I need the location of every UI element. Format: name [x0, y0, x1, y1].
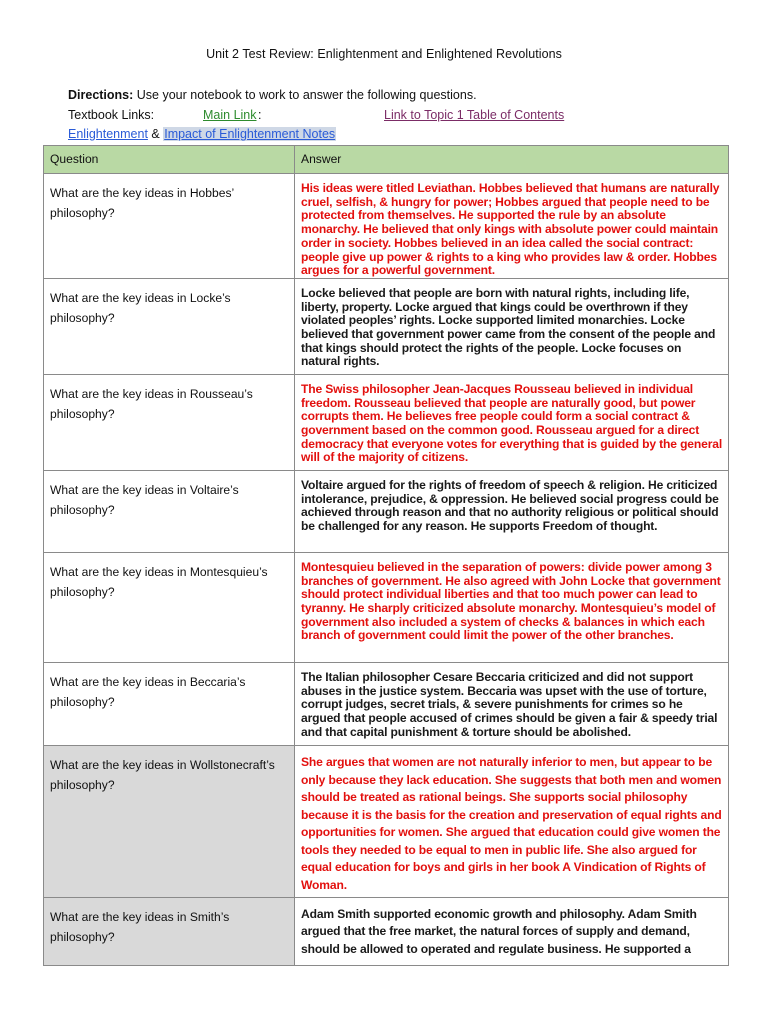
question-column-header: Question — [44, 146, 295, 174]
answer-cell-hobbes: His ideas were titled Leviathan. Hobbes believed that humans are naturally cruel, selfish, & hungry for power; Hobbes argued that people need to be protected from themselves. He supported the rule by an absolute monarchy. He believed that only kings with absolute power could maintain order in society. Hobbes believed in an idea called the social contract: people give up power & rights to a king who provides law & order. Hobbes argues for a powerful government. — [295, 174, 729, 279]
table-row — [44, 374, 729, 470]
topic-1-contents-link[interactable]: Link to Topic 1 Table of Contents — [384, 107, 565, 122]
answer-cell-beccaria: The Italian philosopher Cesare Beccaria criticized and did not support abuses in the justice system. Beccaria was upset with the use of torture, corrupt judges, secret trials, & severe punishments for crimes so he argued that people accused of crimes should be given a fair & speedy trial and that capital punishment & torture should be abolished. — [295, 662, 729, 745]
table-row — [44, 662, 729, 745]
question-cell-beccaria: What are the key ideas in Beccaria’s philosophy? — [44, 662, 295, 745]
answer-cell-locke: Locke believed that people are born with natural rights, including life, liberty, property. Locke argued that kings could be overthrown if they violated peoples’ rights. Locke supported limited monarchies. Locke believed that government power came from the consent of the people and that kings should protect the rights of the people. Locke focuses on natural rights. — [295, 278, 729, 374]
table-row — [44, 745, 729, 897]
question-cell-hobbes: What are the key ideas in Hobbes’ philosophy? — [44, 174, 295, 279]
links-ampersand: & — [147, 127, 164, 141]
main-link[interactable]: Main Link — [203, 107, 257, 122]
answer-cell-rousseau: The Swiss philosopher Jean-Jacques Rousseau believed in individual freedom. Rousseau believed that people are naturally good, but power corrupts them. He believes free people could form a social contract & government based on the common good. Rousseau argued for a direct democracy that everyone votes for everything that is guided by the general will of the majority of citizens. — [295, 374, 729, 470]
header-block — [68, 86, 708, 145]
question-cell-voltaire: What are the key ideas in Voltaire’s philosophy? — [44, 470, 295, 552]
textbook-links-label: Textbook Links: — [68, 107, 155, 122]
table-row — [44, 897, 729, 965]
directions-line — [68, 86, 708, 106]
answer-cell-montesquieu: Montesquieu believed in the separation of powers: divide power among 3 branches of government. He also agreed with John Locke that government should protect individual liberties and that too much power can lead to tyranny. He sharply criticized absolute monarchy. Montesquieu’s model of government also included a system of checks & balances in which each branch of government could limit the power of the other branches. — [295, 552, 729, 662]
table-header-row — [44, 146, 729, 174]
table-row — [44, 278, 729, 374]
impact-notes-link[interactable]: Impact of Enlightenment Notes — [164, 127, 336, 141]
question-cell-locke: What are the key ideas in Locke’s philosophy? — [44, 278, 295, 374]
answer-cell-wollstonecraft: She argues that women are not naturally inferior to men, but appear to be only because they lack education. She suggests that both men and women should be treated as rational beings. She supports social philosophy because it is the basis for the creation and preservation of equal rights and opportunities for women. She argued that education could give women the tools they needed to be equal to men in public life. She also argued for equal education for boys and girls in her book A Vindication of Rights of Woman. — [295, 745, 729, 897]
answer-cell-voltaire: Voltaire argued for the rights of freedom of speech & religion. He criticized intolerance, prejudice, & oppression. He believed social progress could be achieved through reason and that no authority religious or political should be challenged for any reason. He supports Freedom of thought. — [295, 470, 729, 552]
main-link-colon: : — [258, 107, 262, 122]
directions-label: Directions: — [68, 88, 134, 102]
question-cell-montesquieu: What are the key ideas in Montesquieu’s philosophy? — [44, 552, 295, 662]
table-row — [44, 470, 729, 552]
textbook-links-line — [68, 106, 708, 126]
review-table — [43, 145, 729, 966]
answer-cell-smith: Adam Smith supported economic growth and philosophy. Adam Smith argued that the free market, the natural forces of supply and demand, should be allowed to operated and regulate business. He supported a — [295, 897, 729, 965]
table-row — [44, 552, 729, 662]
table-row — [44, 174, 729, 279]
question-cell-wollstonecraft: What are the key ideas in Wollstonecraft’s philosophy? — [44, 745, 295, 897]
question-cell-rousseau: What are the key ideas in Rousseau’s philosophy? — [44, 374, 295, 470]
page-title: Unit 2 Test Review: Enlightenment and Enlightened Revolutions — [206, 47, 562, 61]
answer-column-header: Answer — [295, 146, 729, 174]
question-cell-smith: What are the key ideas in Smith’s philosophy? — [44, 897, 295, 965]
directions-text: Use your notebook to work to answer the following questions. — [133, 88, 477, 102]
enlightenment-link[interactable]: Enlightenment — [68, 127, 148, 141]
notes-links-line — [68, 125, 708, 145]
